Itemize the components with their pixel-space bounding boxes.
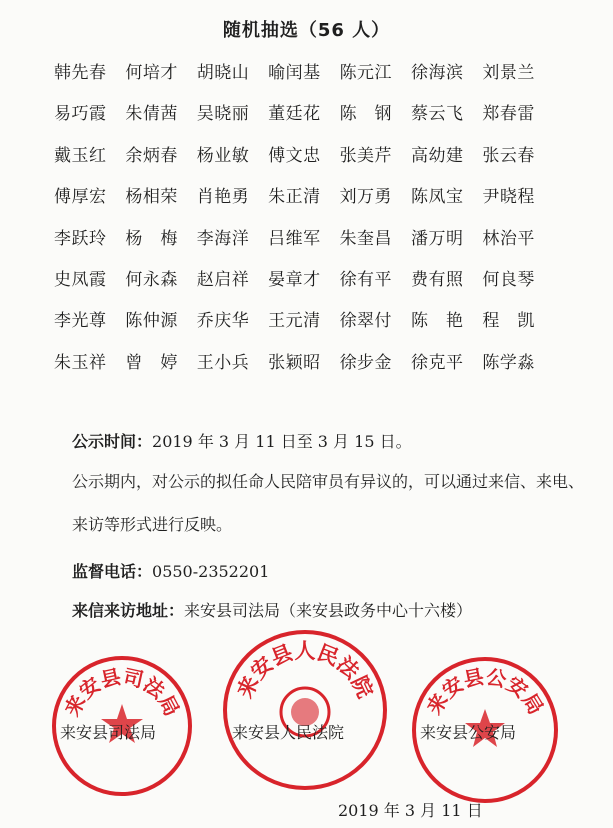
court-seal-graphic [227,634,383,786]
juror-name: 陈元江 [339,63,393,83]
juror-name: 王小兵 [196,352,250,373]
juror-name: 陈仲源 [125,311,178,332]
juror-name: 余炳春 [125,145,178,166]
juror-name: 朱正清 [268,187,321,208]
juror-name: 何培才 [125,63,178,83]
juror-name: 陈 艳 [410,311,464,332]
juror-name: 徐有平 [339,269,393,290]
juror-name: 李跃玲 [54,228,107,249]
juror-name: 林治平 [482,228,535,249]
juror-name: 杨业敏 [196,145,250,166]
publicity-period-label: 公示时间： [72,432,153,451]
juror-name: 朱倩茜 [125,104,178,125]
juror-name: 韩先春 [54,63,107,83]
juror-name: 刘万勇 [339,187,393,208]
juror-name: 何永森 [125,269,178,290]
juror-name: 徐海滨 [410,63,464,83]
juror-name: 李海洋 [196,228,250,249]
juror-name: 喻闰基 [268,63,321,83]
juror-name: 董廷花 [268,104,321,125]
justice-bureau-label: 来安县司法局 [60,723,157,742]
juror-name: 张美芹 [339,145,393,166]
court-label: 来安县人民法院 [232,723,345,742]
juror-name: 刘景兰 [482,63,535,83]
publicity-period-value: 2019 年 3 月 11 日至 3 月 15 日。 [152,432,412,451]
visit-address-value: 来安县司法局（来安县政务中心十六楼） [184,601,473,620]
justice-bureau-stamp-text: 来安县司法局 [59,664,185,720]
police-bureau-stamp-text: 来安县公安局 [421,664,549,719]
juror-name: 张云春 [482,145,535,166]
supervision-phone-label: 监督电话： [72,562,153,581]
juror-name: 肖艳勇 [196,187,250,208]
svg-text:来安县人民法院 [232,638,378,702]
juror-name: 潘万明 [410,228,464,249]
juror-name: 陈凤宝 [410,187,464,208]
juror-name: 戴玉红 [54,145,107,166]
juror-name: 易巧霞 [54,104,107,125]
visit-address [72,598,472,621]
juror-name: 傅文忠 [268,145,321,166]
juror-name: 李光尊 [54,311,107,332]
juror-name: 杨 梅 [125,228,178,249]
court-stamp-text: 来安县人民法院 [231,638,379,702]
juror-name: 赵启祥 [196,269,250,290]
juror-name: 傅厚宏 [54,187,107,208]
juror-name: 朱玉祥 [54,352,107,373]
juror-name: 吴晓丽 [196,104,250,125]
objection-paragraph: 公示期内，对公示的拟任命人民陪审员有异议的，可以通过来信、来电、来访等形式进行反映。 [72,472,585,534]
juror-name: 蔡云飞 [410,104,464,125]
juror-name: 朱奎昌 [339,228,393,249]
publicity-period [72,429,412,452]
juror-name: 陈 钢 [339,104,393,125]
juror-name: 吕维军 [268,228,321,249]
juror-name: 晏章才 [268,269,321,290]
juror-name: 徐克平 [410,352,464,373]
juror-name: 陈学淼 [482,352,535,373]
juror-name: 王元清 [268,311,321,332]
court-seal [223,630,387,790]
juror-name: 程 凯 [482,311,535,332]
juror-name: 乔庆华 [196,311,250,332]
juror-name: 曾 婷 [125,352,178,373]
visit-address-label: 来信来访地址： [72,601,185,620]
juror-name: 郑春雷 [482,104,535,125]
police-bureau-label: 来安县公安局 [420,723,517,742]
supervision-phone-value: 0550-2352201 [152,562,270,581]
supervision-phone [72,559,269,582]
juror-name: 徐步金 [339,352,393,373]
juror-name: 费有照 [410,269,464,290]
juror-name: 徐翠付 [339,311,393,332]
signature-date: 2019 年 3 月 11 日 [338,801,483,820]
juror-name: 尹晓程 [482,187,535,208]
juror-name: 胡晓山 [196,63,250,83]
juror-name: 杨相荣 [125,187,178,208]
name-list [54,58,554,389]
juror-name: 高幼建 [410,145,464,166]
juror-name: 何良琴 [482,269,535,290]
juror-name: 史凤霞 [54,269,107,290]
page-title: 随机抽选（56 人） [222,20,391,41]
juror-name: 张颖昭 [268,352,321,373]
